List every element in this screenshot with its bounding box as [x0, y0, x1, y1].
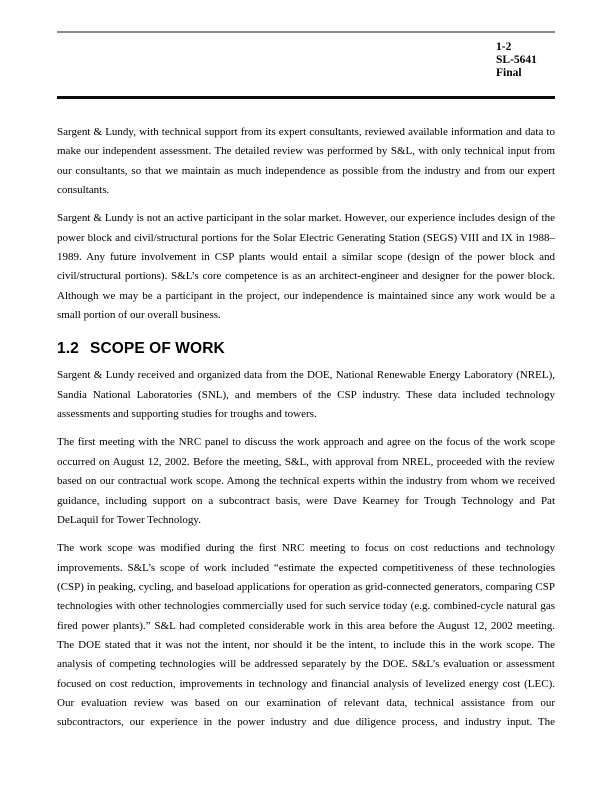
section-heading — [57, 338, 555, 360]
header-status: Final — [496, 67, 522, 80]
paragraph-market-participation: Sargent & Lundy is not an active participant in the solar market. However, our experience includes design of the power block and civil/structural portions for the Solar Electric Generating Station (SEGS) VIII and IX in 1988–1989. Any future involvement in CSP plants would entail a similar scope (design of the power block and civil/structural portions). S&L’s core competence is as an architect-engineer and designer for the power block. Although we may be a participant in the project, our independence is maintained since any work would be a small portion of our overall business. — [57, 212, 555, 322]
header-bottom-rule — [57, 96, 555, 99]
paragraph-work-scope-modification: The work scope was modified during the first NRC meeting to focus on cost reductions and technology improvements. S&L’s scope of work included “estimate the expected competitiveness of these technologies (CSP) in peaking, cycling, and baseload applications for operation as grid-connected generators, comparing CSP technologies with other technologies commercially used for such service today (e.g. combined-cycle natural gas fired power plants).” S&L had completed considerable work in this area before the August 12, 2002 meeting. The DOE stated that it was not the intent, nor should it be the intent, to include this in the work scope. The analysis of competing technologies will be addressed separately by the DOE. S&L’s evaluation or assessment focused on cost reduction, improvements in technology and financial analysis of levelized energy cost (LEC). Our evaluation review was based on our examination of relevant data, technical assistance from our subcontractors, our experience in the power industry and due diligence process, and industry input. The — [57, 542, 555, 729]
header-top-rule — [57, 31, 555, 33]
section-number: 1.2 — [57, 340, 79, 358]
paragraph-data-sources: Sargent & Lundy received and organized data from the DOE, National Renewable Energy Laboratory (NREL), Sandia National Laboratories (SNL), and members of the CSP industry. These data included technology assessments and supporting studies for troughs and towers. — [57, 369, 555, 421]
page-header — [496, 41, 537, 81]
section-title: SCOPE OF WORK — [90, 340, 225, 358]
paragraph-first-nrc-meeting: The first meeting with the NRC panel to discuss the work approach and agree on the focus of the work scope occurred on August 12, 2002. Before the meeting, S&L, with approval from NREL, proceeded with the review based on our contractual work scope. Among the technical experts within the industry from whom we received guidance, including support on a subcontract basis, were Dave Kearney for Trough Technology and Pat DeLaquil for Tower Technology. — [57, 436, 555, 526]
paragraph-independence: Sargent & Lundy, with technical support from its expert consultants, reviewed available information and data to make our independent assessment. The detailed review was performed by S&L, with only technical input from our consultants, so that we maintain as much independence as possible from the industry and from our expert consultants. — [57, 126, 555, 197]
header-doc-number: SL-5641 — [496, 54, 537, 67]
header-page-number: 1-2 — [496, 41, 512, 53]
page-body — [57, 123, 555, 742]
